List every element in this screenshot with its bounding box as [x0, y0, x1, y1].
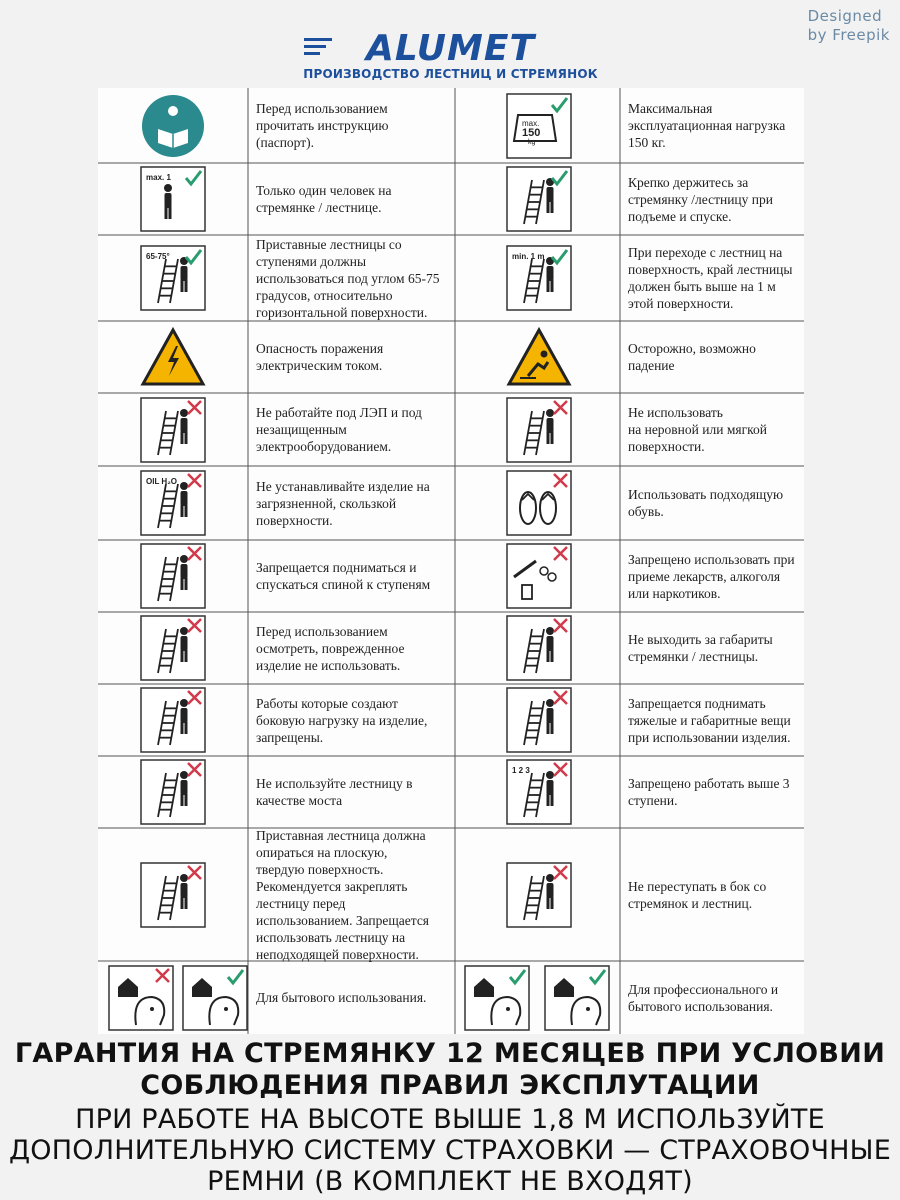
warranty-notice: ГАРАНТИЯ НА СТРЕМЯНКУ 12 МЕСЯЦЕВ ПРИ УСЛОВИИ СОБЛЮДЕНИЯ ПРАВИЛ ЭКСПЛУТАЦИИ [14, 1038, 886, 1101]
rule-text: Максимальная эксплуатационная нагрузка 150 кг. [628, 101, 786, 150]
rule-text: Для профессионального и бытового использования. [628, 981, 779, 1014]
brand-logo [298, 28, 603, 86]
overreach-icon [506, 615, 572, 681]
icon-label: OIL H₂O [146, 477, 177, 486]
household-only-icon [108, 965, 174, 1031]
rule-text: Работы которые создают боковую нагрузку на изделие, запрещены. [256, 695, 428, 745]
rule-text: Только один человек на стремянке / лестнице. [256, 183, 392, 215]
brand-tagline: ПРОИЗВОДСТВО ЛЕСТНИЦ И СТРЕМЯНОК [303, 67, 598, 81]
heavy-load-icon [506, 687, 572, 753]
rule-text: Перед использованием прочитать инструкцию (паспорт). [256, 101, 389, 150]
designer-credit: Designed by Freepik [807, 7, 890, 44]
rule-text: Крепко держитесь за стремянку /лестницу при подъеме и спуске. [628, 174, 773, 224]
rule-text: Приставные лестницы со ступенями должны использоваться под углом 65-75 градусов, относительно горизонтальной поверхности. [256, 236, 440, 320]
rule-text: Запрещается поднимать тяжелые и габаритные вещи при использовании изделия. [628, 695, 791, 745]
rule-text: Для бытового использования. [256, 990, 427, 1005]
professional-household-icon [182, 965, 248, 1031]
one-person-icon [140, 166, 206, 232]
rule-text: Запрещено использовать при приеме лекарств, алкоголя или наркотиков. [628, 551, 795, 601]
rule-text: Не работайте под ЛЭП и под незащищенным электрооборудованием. [256, 405, 422, 454]
fall-hazard-icon [506, 324, 572, 390]
max-load-150kg-icon [506, 93, 572, 159]
uneven-ground-icon [506, 397, 572, 463]
ladder-angle-icon [140, 245, 206, 311]
bridge-icon [140, 759, 206, 825]
rule-text: Не устанавливайте изделие на загрязненной, скользкой поверхности. [256, 478, 430, 528]
power-lines-icon [140, 397, 206, 463]
hold-on-icon [506, 166, 572, 232]
rule-text: Опасность поражения электрическим током. [256, 341, 384, 373]
brand-name: ALUMET [365, 28, 536, 69]
icon-label: 1 2 3 [512, 766, 530, 775]
flat-surface-icon [140, 862, 206, 928]
step-3-icon [506, 759, 572, 825]
side-step-icon [506, 862, 572, 928]
rule-text: Не использовать на неровной или мягкой поверхности. [628, 405, 767, 454]
professional-household-icon [544, 965, 610, 1031]
rule-text: Не переступать в бок со стремянок и лестниц. [628, 878, 767, 911]
footwear-icon [506, 470, 572, 536]
safety-harness-notice: ПРИ РАБОТЕ НА ВЫСОТЕ ВЫШЕ 1,8 М ИСПОЛЬЗУЙТЕ ДОПОЛНИТЕЛЬНУЮ СИСТЕМУ СТРАХОВКИ — СТРАХОВОЧНЫЕ РЕМНИ (В КОМПЛЕКТ НЕ ВХОДЯТ) [9, 1104, 891, 1197]
rule-text: Не выходить за габариты стремянки / лестницы. [628, 632, 773, 664]
rule-text: При переходе с лестниц на поверхность, край лестницы должен быть выше на 1 м этой поверхности. [628, 245, 793, 311]
damaged-ladder-icon [140, 615, 206, 681]
icon-label: 65-75° [146, 252, 170, 261]
household-only-icon [464, 965, 530, 1031]
rule-text: Использовать подходящую обувь. [628, 487, 784, 519]
svg-text:max.: max. [522, 118, 540, 128]
icon-label: max. 1 [146, 173, 171, 182]
slippery-surface-icon [140, 470, 206, 536]
min-1m-icon [506, 245, 572, 311]
backwards-climb-icon [140, 543, 206, 609]
side-load-icon [140, 687, 206, 753]
rule-text: Запрещается подниматься и спускаться спиной к ступеням [256, 560, 431, 592]
rule-text: Не используйте лестницу в качестве моста [256, 776, 413, 808]
electric-hazard-icon [140, 324, 206, 390]
rule-text: Перед использованием осмотреть, поврежденное изделие не использовать. [256, 623, 405, 673]
safety-rules-sheet [98, 88, 804, 1034]
svg-text:kg: kg [528, 138, 536, 146]
rule-text: Запрещено работать выше 3 ступени. [628, 776, 790, 808]
drugs-alcohol-icon [506, 543, 572, 609]
svg-text:150: 150 [522, 126, 541, 139]
read-instructions-icon [140, 93, 206, 159]
rule-text: Осторожно, возможно падение [628, 341, 756, 373]
icon-label: min. 1 m [512, 252, 545, 261]
rule-text: Приставная лестница должна опираться на плоскую, твердую поверхность. Рекомендуется закреплять лестницу перед использованием. Запрещается использовать лестницу на неподходящей поверхности. [256, 827, 430, 962]
